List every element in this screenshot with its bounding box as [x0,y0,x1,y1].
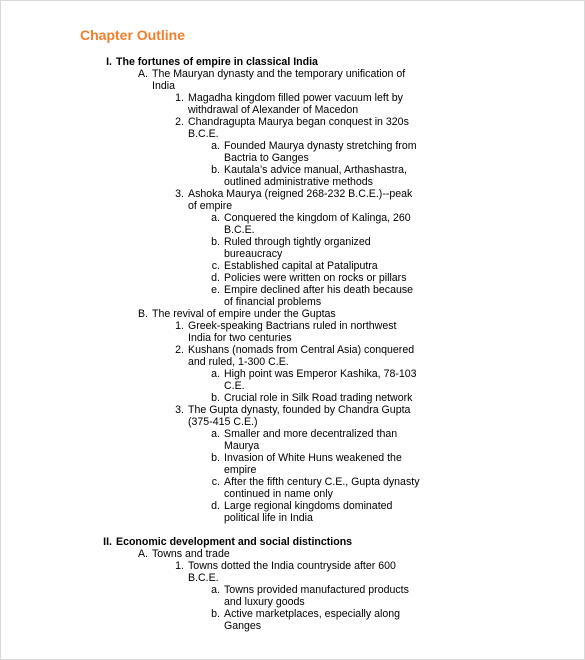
outline-subpoint-marker: c. [211,260,220,272]
outline-subpoint [1,212,585,236]
outline-subpoint [1,260,585,272]
outline-subpoint [1,368,585,392]
outline-subpoint-text: Towns provided manufactured products and luxury goods [224,584,409,608]
outline-subpoint [1,452,585,476]
subsection-item-marker: A. [137,548,148,560]
outline-subpoint-text: Active marketplaces, especially along Ganges [224,608,401,632]
outline-subpoint-text: Empire declined after his death because of financial problems [224,284,414,308]
outline-item-marker: 1. [175,560,184,572]
outline-subpoint-text: Policies were written on rocks or pillars [224,272,407,284]
outline-item-text: Kushans (nomads from Central Asia) conquered and ruled, 1-300 C.E. [188,344,415,368]
outline-subpoint-marker: a. [211,428,220,440]
subsection-item [1,68,585,92]
outline-subpoint-text: Kautala’s advice manual, Arthashastra, outlined administrative methods [224,164,407,188]
chapter-title: Chapter Outline [80,27,186,43]
subsection-item-text: The Mauryan dynasty and the temporary unification of India [152,68,406,92]
subsection-item-text: The revival of empire under the Guptas [152,308,336,320]
outline-subpoint-marker: b. [211,392,220,404]
outline-subpoint-text: High point was Emperor Kashika, 78-103 C.E. [224,368,417,392]
outline-item [1,344,585,368]
outline-subpoint [1,140,585,164]
outline-item-marker: 2. [175,344,184,356]
section-heading-marker: II. [103,536,112,548]
subsection-item-text: Towns and trade [152,548,230,560]
section-heading-text: The fortunes of empire in classical India [116,56,318,68]
outline-subpoint-marker: d. [211,500,220,512]
outline-subpoint [1,608,585,632]
outline-item-marker: 1. [175,320,184,332]
outline-item [1,320,585,344]
outline-subpoint-text: Founded Maurya dynasty stretching from Bactria to Ganges [224,140,417,164]
outline-subpoint [1,584,585,608]
outline-subpoint-marker: b. [211,452,220,464]
outline-subpoint-marker: d. [211,272,220,284]
outline-subpoint-text: Invasion of White Huns weakened the empire [224,452,402,476]
outline-subpoint-text: Large regional kingdoms dominated political life in India [224,500,393,524]
outline-item [1,188,585,212]
outline-subpoint-marker: c. [211,476,220,488]
outline-subpoint-marker: b. [211,608,220,620]
outline-item-marker: 1. [175,92,184,104]
outline-subpoint [1,500,585,524]
outline-subpoint-text: After the fifth century C.E., Gupta dynasty continued in name only [224,476,420,500]
outline-item-text: Chandragupta Maurya began conquest in 320s B.C.E. [188,116,409,140]
outline-subpoint-text: Crucial role in Silk Road trading network [224,392,413,404]
outline-subpoint-text: Ruled through tightly organized bureaucracy [224,236,371,260]
outline-item [1,560,585,584]
outline-item-text: Magadha kingdom filled power vacuum left by withdrawal of Alexander of Macedon [188,92,403,116]
outline-subpoint-marker: b. [211,164,220,176]
outline-subpoint-marker: b. [211,236,220,248]
outline-item-marker: 3. [175,188,184,200]
outline-subpoint-marker: a. [211,140,220,152]
subsection-item-marker: A. [137,68,148,80]
subsection-item [1,548,585,560]
outline-item-text: Ashoka Maurya (reigned 268-232 B.C.E.)--peak of empire [188,188,413,212]
outline-subpoint [1,164,585,188]
outline-item-marker: 2. [175,116,184,128]
outline-item-marker: 3. [175,404,184,416]
outline-subpoint-marker: a. [211,368,220,380]
subsection-item-marker: B. [137,308,148,320]
outline-subpoint [1,272,585,284]
outline-item-text: The Gupta dynasty, founded by Chandra Gupta (375-415 C.E.) [188,404,411,428]
section-heading-text: Economic development and social distinctions [116,536,353,548]
outline-item [1,116,585,140]
outline-item [1,404,585,428]
outline-subpoint-marker: e. [211,284,220,296]
outline-subpoint-marker: a. [211,584,220,596]
outline-item-text: Greek-speaking Bactrians ruled in northwest India for two centuries [188,320,397,344]
section-heading-marker: I. [106,56,112,68]
section-heading [1,56,585,68]
outline-subpoint [1,392,585,404]
outline-subpoint [1,236,585,260]
section-heading [1,536,585,548]
outline-subpoint-text: Established capital at Pataliputra [224,260,378,272]
outline-subpoint [1,476,585,500]
outline-subpoint [1,284,585,308]
outline-subpoint [1,428,585,452]
outline-item [1,92,585,116]
outline-item-text: Towns dotted the India countryside after 600 B.C.E. [188,560,396,584]
outline-subpoint-marker: a. [211,212,220,224]
outline-subpoint-text: Smaller and more decentralized than Maurya [224,428,398,452]
subsection-item [1,308,585,320]
outline-subpoint-text: Conquered the kingdom of Kalinga, 260 B.C.E. [224,212,411,236]
